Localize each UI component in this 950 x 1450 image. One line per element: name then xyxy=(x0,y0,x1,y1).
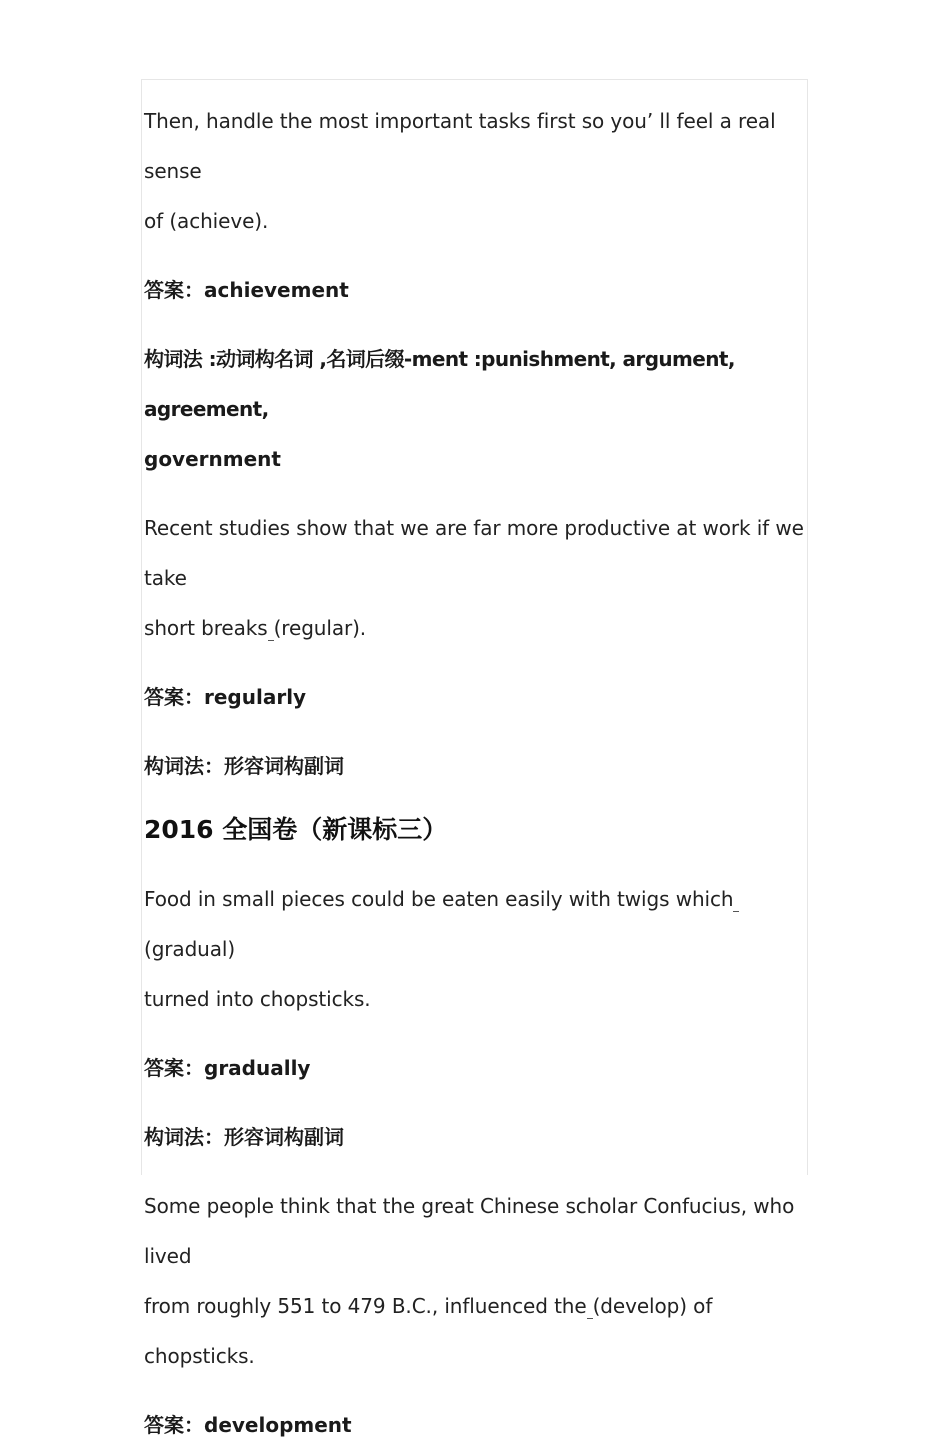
answer-text: 答案：regularly xyxy=(144,685,307,709)
word-formation-rule: 构词法：形容词构副词 xyxy=(144,754,344,778)
answer-text: 答案：achievement xyxy=(144,278,349,302)
question-text: Food in small pieces could be eaten easily with twigs which(gradual) xyxy=(144,887,734,961)
question-text: of (achieve). xyxy=(144,209,269,233)
document-body xyxy=(144,96,824,1450)
word-formation-rule: government xyxy=(144,447,281,471)
question-text: Then, handle the most important tasks first so you’ ll feel a real sense xyxy=(144,109,776,183)
question-text: turned into chopsticks. xyxy=(144,987,371,1011)
question-text: Some people think that the great Chinese scholar Confucius, who lived xyxy=(144,1194,795,1268)
section-heading: 2016 全国卷（新课标三） xyxy=(144,815,448,844)
question-text: Recent studies show that we are far more productive at work if we take xyxy=(144,516,804,590)
answer-text: 答案：development xyxy=(144,1413,352,1437)
answer-text: 答案：gradually xyxy=(144,1056,311,1080)
word-formation-rule: 构词法：形容词构副词 xyxy=(144,1125,344,1149)
question-text: short breaks (regular). xyxy=(144,616,367,640)
question-text: from roughly 551 to 479 B.C., influenced the (develop) of chopsticks. xyxy=(144,1294,713,1368)
word-formation-rule: 构词法 :动词构名词 ,名词后缀-ment :punishment, argument, agreement, xyxy=(144,347,735,421)
